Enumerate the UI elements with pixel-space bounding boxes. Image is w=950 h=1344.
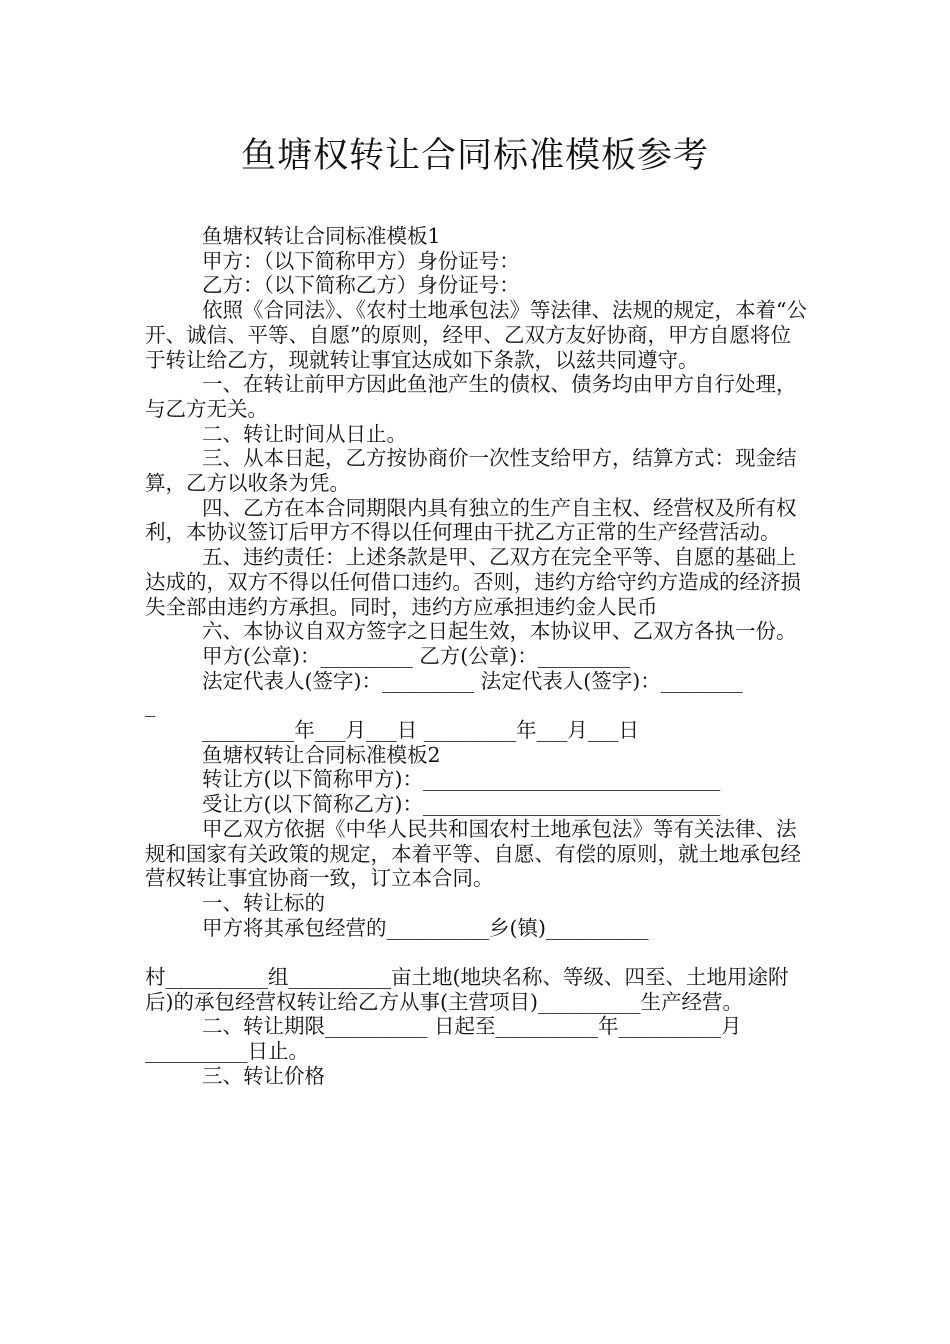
document-paragraph: _________年___月___日 _________年___月___日: [202, 718, 640, 743]
document-paragraph: 村__________组__________亩土地(地块名称、等级、四至、土地用途附后)的承包经营权转让给乙方从事(主营项目)__________生产经营。: [145, 965, 789, 1014]
document-paragraph: 二、转让期限__________ 日起至__________年__________月__________日止。: [145, 1014, 742, 1064]
document-paragraph: 甲方：（以下简称甲方）身份证号：: [202, 248, 520, 273]
document-paragraph: 依照《合同法》、《农村土地承包法》等法律、法规的规定，本着“公开、诚信、平等、自愿”的原则，经甲、乙双方友好协商，甲方自愿将位于转让给乙方，现就转让事宜达成如下条款，以兹共同遵守。: [145, 298, 807, 372]
document-paragraph: 乙方：（以下简称乙方）身份证号：: [202, 273, 520, 298]
document-paragraph: 一、在转让前甲方因此鱼池产生的债权、债务均由甲方自行处理，与乙方无关。: [145, 372, 797, 421]
document-paragraph: 一、转让标的: [202, 890, 325, 915]
document-paragraph: 三、转让价格: [202, 1063, 325, 1088]
document-paragraph: 法定代表人(签字)：_________ 法定代表人(签字)：________: [202, 668, 743, 693]
document-title: 鱼塘权转让合同标准模板参考: [240, 136, 709, 176]
document-paragraph: 受让方(以下简称乙方)：_____________________________: [202, 792, 721, 817]
document-paragraph: 四、乙方在本合同期限内具有独立的生产自主权、经营权及所有权利，本协议签订后甲方不得以任何理由干扰乙方正常的生产经营活动。: [145, 495, 797, 545]
document-paragraph: 五、违约责任：上述条款是甲、乙双方在完全平等、自愿的基础上达成的，双方不得以任何借口违约。否则，违约方给守约方造成的经济损失全部由违约方承担。同时，违约方应承担违约金人民币: [145, 545, 801, 619]
document-paragraph: 鱼塘权转让合同标准模板2: [202, 742, 441, 767]
document-paragraph: 二、转让时间从日止。: [202, 421, 407, 446]
document-paragraph: 转让方(以下简称甲方)：_____________________________: [202, 767, 721, 792]
document-paragraph: [145, 940, 810, 965]
document-paragraph: _: [145, 693, 156, 718]
document-paragraph: 甲乙双方依据《中华人民共和国农村土地承包法》等有关法律、法规和国家有关政策的规定，本着平等、自愿、有偿的原则，就土地承包经营权转让事宜协商一致，订立本合同。: [145, 816, 801, 891]
document-paragraph: 六、本协议自双方签字之日起生效，本协议甲、乙双方各执一份。: [202, 619, 797, 644]
document-body: [145, 224, 810, 1089]
document-paragraph: 鱼塘权转让合同标准模板1: [202, 224, 441, 248]
document-paragraph: 三、从本日起，乙方按协商价一次性支给甲方，结算方式：现金结算，乙方以收条为凭。: [145, 446, 797, 496]
document-paragraph: 甲方将其承包经营的__________乡(镇)__________: [202, 915, 649, 940]
document-paragraph: 甲方(公章)：_________ 乙方(公章)：_________: [202, 643, 631, 668]
